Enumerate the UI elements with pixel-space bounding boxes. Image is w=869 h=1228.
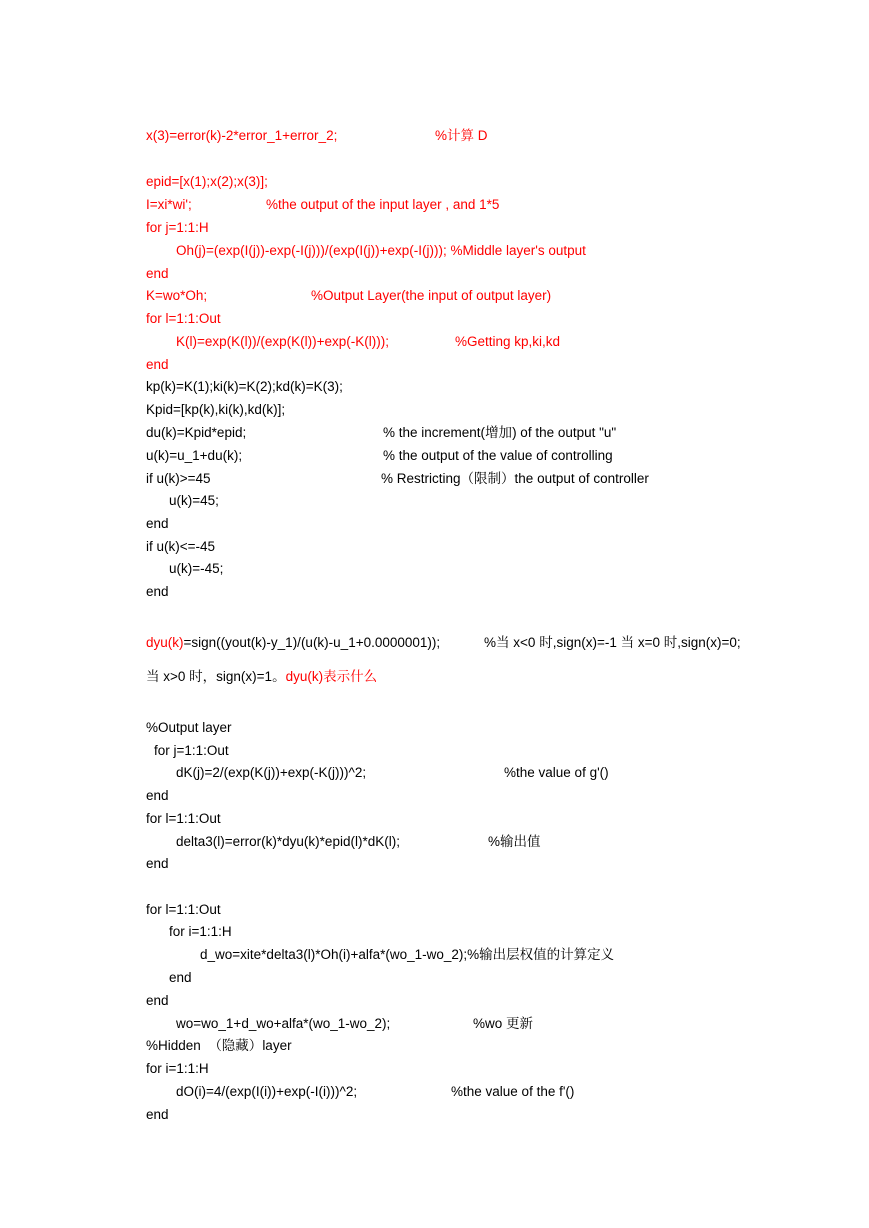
- code-line: [185, 925, 615, 963]
- comment-text: %the output of the input layer , and 1*5: [266, 197, 500, 212]
- comment-text: %: [488, 834, 501, 849]
- code-line: [131, 266, 208, 303]
- code-text: dO(i)=4/(exp(I(i))+exp(-I(i)))^2;: [176, 1084, 358, 1099]
- highlighted-variable: dyu(k): [285, 669, 324, 684]
- code-line: [131, 698, 232, 735]
- code-line: [131, 106, 338, 143]
- code-line: [131, 834, 169, 871]
- code-line: [161, 312, 390, 349]
- code-text: d_wo=xite*delta3(l)*Oh(i)+alfa*(wo_1-wo_2);%: [200, 947, 480, 962]
- code-line: [131, 517, 216, 554]
- code-text: end: [146, 788, 169, 803]
- code-line: [131, 1016, 292, 1054]
- code-line: [131, 380, 286, 417]
- code-line: [161, 994, 391, 1031]
- code-text: end: [146, 993, 169, 1008]
- code-comment: [458, 994, 533, 1054]
- code-text: %Output layer: [146, 720, 232, 735]
- code-text: for l=1:1:Out: [146, 811, 221, 826]
- comment-text: %Getting kp,ki,kd: [455, 334, 561, 349]
- comment-text: %the value of g'(): [504, 765, 609, 780]
- code-text: delta3(l)=error(k)*dyu(k)*epid(l)*dK(l);: [176, 834, 400, 849]
- question-text: 表示什么: [323, 669, 378, 685]
- comment-chinese-text: 输出值: [500, 834, 541, 850]
- code-line: [161, 221, 586, 258]
- code-line: [131, 449, 211, 486]
- code-text: u(k)=u_1+du(k);: [146, 448, 243, 463]
- note-chinese-text: 时: [189, 669, 203, 685]
- code-text: u(k)=45;: [169, 493, 219, 508]
- comment-text: % Restricting: [381, 471, 461, 486]
- code-text: for l=1:1:Out: [146, 902, 221, 917]
- code-text: layer: [262, 1038, 292, 1053]
- code-line: [161, 812, 400, 849]
- comment-chinese-text: 时: [663, 635, 678, 651]
- comment-chinese-text: （限制）: [460, 471, 515, 487]
- comment-chinese-text: 时: [539, 635, 553, 651]
- code-text: for j=1:1:Out: [154, 743, 229, 758]
- comment-chinese-text: 当: [620, 635, 635, 651]
- code-text: for i=1:1:H: [169, 924, 232, 939]
- code-comment: [436, 1062, 574, 1122]
- comment-text: % the increment(: [383, 425, 486, 440]
- code-comment: [469, 613, 741, 673]
- note-text: x>0: [159, 669, 190, 684]
- code-line: [131, 289, 221, 326]
- code-line: [131, 403, 247, 440]
- comment-text: ) of the output "u": [512, 425, 617, 440]
- code-line: [131, 647, 378, 685]
- code-text: du(k)=Kpid*epid;: [146, 425, 247, 440]
- code-comment: [489, 743, 609, 803]
- code-text: for l=1:1:Out: [146, 311, 221, 326]
- code-text: epid=[x(1);x(2);x(3)];: [146, 174, 268, 189]
- code-line: [131, 494, 169, 531]
- code-text: x(3)=error(k)-2*error_1+error_2;: [146, 128, 338, 143]
- note-chinese-text: 当: [146, 669, 160, 685]
- code-line: [131, 198, 209, 235]
- code-text: kp(k)=K(1);ki(k)=K(2);kd(k)=K(3);: [146, 379, 343, 394]
- comment-chinese-text: 输出层权值的计算定义: [479, 947, 615, 963]
- code-line: [131, 357, 343, 394]
- code-line: [139, 721, 229, 758]
- comment-text: x<0: [509, 635, 540, 650]
- code-text: Kpid=[kp(k),ki(k),kd(k)];: [146, 402, 286, 417]
- code-text: u(k)=-45;: [169, 561, 224, 576]
- code-comment: [440, 312, 560, 372]
- code-text: for j=1:1:H: [146, 220, 209, 235]
- comment-text: %: [484, 635, 497, 650]
- code-text: end: [169, 970, 192, 985]
- code-line: [131, 426, 243, 463]
- comment-text: % the output of the value of controlling: [383, 448, 613, 463]
- code-line: [131, 152, 268, 189]
- code-line: [154, 948, 192, 985]
- code-text: end: [146, 357, 169, 372]
- code-text: end: [146, 1107, 169, 1122]
- note-chinese-text: 。: [272, 669, 286, 685]
- comment-text: %计算 D: [435, 128, 488, 143]
- code-line: [161, 743, 367, 780]
- code-text: dK(j)=2/(exp(K(j))+exp(-K(j)))^2;: [176, 765, 367, 780]
- code-text: if u(k)<=-45: [146, 539, 216, 554]
- code-line: [131, 335, 169, 372]
- code-line: [154, 539, 224, 576]
- comment-text: %wo: [473, 1016, 507, 1031]
- code-text: end: [146, 266, 169, 281]
- comment-text: ,sign(x)=0;: [677, 635, 741, 650]
- code-text: K=wo*Oh;: [146, 288, 208, 303]
- code-text: Oh(j)=(exp(I(j))-exp(-I(j)))/(exp(I(j))+exp(-I(j))); %Middle layer's output: [176, 243, 586, 258]
- code-chinese-text: （隐藏）: [208, 1038, 263, 1054]
- comment-text: ,sign(x)=-1: [552, 635, 621, 650]
- comment-text: the output of controller: [514, 471, 649, 486]
- highlighted-variable: dyu(k): [146, 635, 184, 650]
- code-line: [131, 880, 221, 917]
- comment-chinese-text: 更新: [506, 1016, 534, 1032]
- code-text: =sign((yout(k)-y_1)/(u(k)-u_1+0.0000001));: [183, 635, 441, 650]
- code-line: [131, 971, 169, 1008]
- code-line: [161, 1062, 358, 1099]
- code-text: end: [146, 584, 169, 599]
- code-text: if u(k)>=45: [146, 471, 211, 486]
- code-text: wo=wo_1+d_wo+alfa*(wo_1-wo_2);: [176, 1016, 391, 1031]
- code-line: [131, 175, 192, 212]
- code-line: [131, 244, 169, 281]
- comment-text: x=0: [634, 635, 664, 650]
- code-comment: [420, 106, 488, 166]
- note-text: ，sign(x)=1: [202, 669, 273, 684]
- code-line: [131, 1039, 209, 1076]
- code-comment: [473, 812, 541, 872]
- code-text: end: [146, 516, 169, 531]
- code-line: [131, 613, 441, 650]
- code-line: [131, 562, 169, 599]
- code-text: end: [146, 856, 169, 871]
- code-comment: [366, 449, 649, 509]
- code-text: for i=1:1:H: [146, 1061, 209, 1076]
- comment-text: %Output Layer(the input of output layer): [311, 288, 552, 303]
- comment-chinese-text: 增加: [485, 425, 513, 441]
- comment-text: %the value of the f'(): [451, 1084, 575, 1099]
- code-text: I=xi*wi';: [146, 197, 192, 212]
- code-text: %Hidden: [146, 1038, 209, 1053]
- code-line: [131, 1085, 169, 1122]
- code-line: [131, 789, 221, 826]
- code-line: [131, 766, 169, 803]
- code-line: [154, 902, 232, 939]
- comment-chinese-text: 当: [496, 635, 510, 651]
- code-text: K(l)=exp(K(l))/(exp(K(l))+exp(-K(l)));: [176, 334, 390, 349]
- code-line: [154, 471, 219, 508]
